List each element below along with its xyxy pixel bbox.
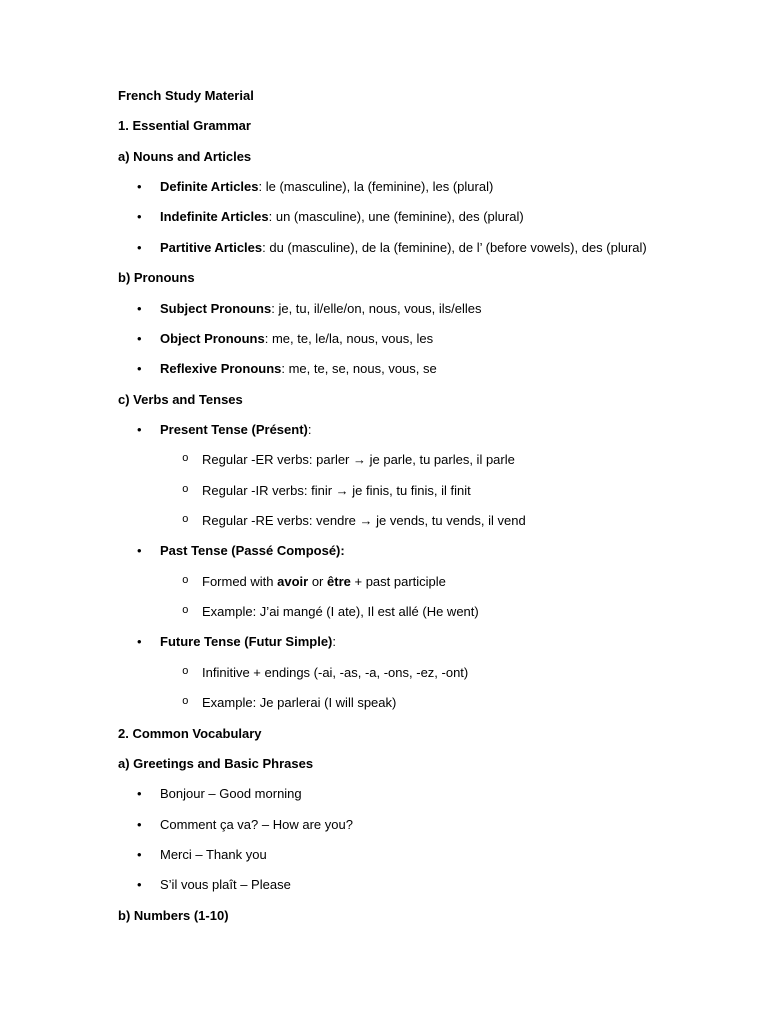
document-title: French Study Material — [118, 88, 254, 103]
item-text: : je, tu, il/elle/on, nous, vous, ils/elles — [271, 300, 482, 316]
item-text: : me, te, se, nous, vous, se — [281, 361, 437, 377]
sub-item-text: Infinitive + endings (-ai, -as, -a, -ons, -ez, -ont) — [202, 664, 469, 680]
list-item — [118, 202, 758, 232]
item-text: : me, te, le/la, nous, vous, les — [264, 330, 434, 346]
bullet-marker: • — [137, 543, 142, 559]
sub-item-text: Regular -IR verbs: finir → je finis, tu finis, il finit — [202, 482, 471, 498]
bullet-marker: • — [137, 179, 142, 195]
auxiliary-verb: être — [327, 573, 351, 589]
sub-item-text: Formed with — [202, 573, 278, 589]
bullet-marker: • — [137, 239, 142, 255]
bullet-marker: • — [137, 846, 142, 862]
list-item — [118, 294, 758, 324]
item-label: Future Tense (Futur Simple) — [160, 634, 333, 650]
item-label: Definite Articles — [160, 179, 259, 195]
bullet-marker: • — [137, 634, 142, 650]
list-item-past-tense — [118, 536, 758, 566]
item-label: Subject Pronouns — [160, 300, 272, 316]
item-label: Present Tense (Présent) — [160, 421, 308, 437]
section-heading-vocabulary: 2. Common Vocabulary — [118, 725, 262, 741]
document-body — [118, 81, 758, 931]
bullet-marker: • — [137, 330, 142, 346]
list-item — [118, 810, 758, 840]
sub-list-item — [118, 476, 758, 506]
item-text: : un (masculine), une (feminine), des (plural) — [268, 209, 524, 225]
auxiliary-verb: avoir — [277, 573, 309, 589]
sub-bullet-marker: o — [182, 574, 189, 587]
subsection-heading-numbers: b) Numbers (1-10) — [118, 907, 229, 923]
sub-item-text: Example: Je parlerai (I will speak) — [202, 695, 397, 711]
bullet-marker: • — [137, 209, 142, 225]
bullet-marker: • — [137, 816, 142, 832]
item-text: Comment ça va? – How are you? — [160, 816, 353, 832]
subsection-heading-nouns: a) Nouns and Articles — [118, 148, 252, 164]
sub-bullet-marker: o — [182, 605, 189, 618]
list-item — [118, 172, 758, 202]
sub-item-text: Example: J’ai mangé (I ate), Il est allé (He went) — [202, 604, 479, 620]
list-item — [118, 870, 758, 900]
bullet-marker: • — [137, 421, 142, 437]
sub-item-text: Regular -RE verbs: vendre → je vends, tu vends, il vend — [202, 513, 526, 529]
sub-item-text: + past participle — [350, 573, 446, 589]
list-item-present-tense — [118, 415, 758, 445]
sub-bullet-marker: o — [182, 514, 189, 527]
sub-bullet-marker: o — [182, 665, 189, 678]
item-text: : — [307, 421, 312, 437]
sub-list-item — [118, 567, 758, 597]
bullet-marker: • — [137, 300, 142, 316]
bullet-marker: • — [137, 877, 142, 893]
item-label: Indefinite Articles — [160, 209, 269, 225]
list-item-future-tense — [118, 627, 758, 657]
item-text: S’il vous plaît – Please — [160, 877, 291, 893]
sub-bullet-marker: o — [182, 453, 189, 466]
list-item — [118, 779, 758, 809]
item-label: Past Tense (Passé Composé): — [160, 543, 345, 559]
section-heading-grammar: 1. Essential Grammar — [118, 118, 251, 134]
list-item — [118, 354, 758, 384]
item-text: : le (masculine), la (feminine), les (plural) — [258, 179, 494, 195]
sub-list-item — [118, 506, 758, 536]
item-label: Reflexive Pronouns — [160, 361, 282, 377]
bullet-marker: • — [137, 786, 142, 802]
sub-bullet-marker: o — [182, 483, 189, 496]
subsection-heading-pronouns: b) Pronouns — [118, 270, 195, 286]
list-item — [118, 324, 758, 354]
item-text: Merci – Thank you — [160, 846, 267, 862]
subsection-heading-greetings: a) Greetings and Basic Phrases — [118, 755, 314, 771]
list-item — [118, 233, 758, 263]
item-label: Object Pronouns — [160, 330, 265, 346]
sub-list-item — [118, 688, 758, 718]
list-item — [118, 840, 758, 870]
sub-list-item — [118, 658, 758, 688]
item-text: : — [332, 634, 337, 650]
sub-list-item — [118, 597, 758, 627]
item-text: : du (masculine), de la (feminine), de l’ (before vowels), des (plural) — [262, 239, 647, 255]
sub-item-text: or — [308, 573, 328, 589]
subsection-heading-verbs: c) Verbs and Tenses — [118, 391, 243, 407]
bullet-marker: • — [137, 361, 142, 377]
sub-bullet-marker: o — [182, 696, 189, 709]
sub-list-item — [118, 445, 758, 475]
item-label: Partitive Articles — [160, 239, 263, 255]
sub-item-text: Regular -ER verbs: parler → je parle, tu parles, il parle — [202, 452, 515, 468]
item-text: Bonjour – Good morning — [160, 786, 302, 802]
